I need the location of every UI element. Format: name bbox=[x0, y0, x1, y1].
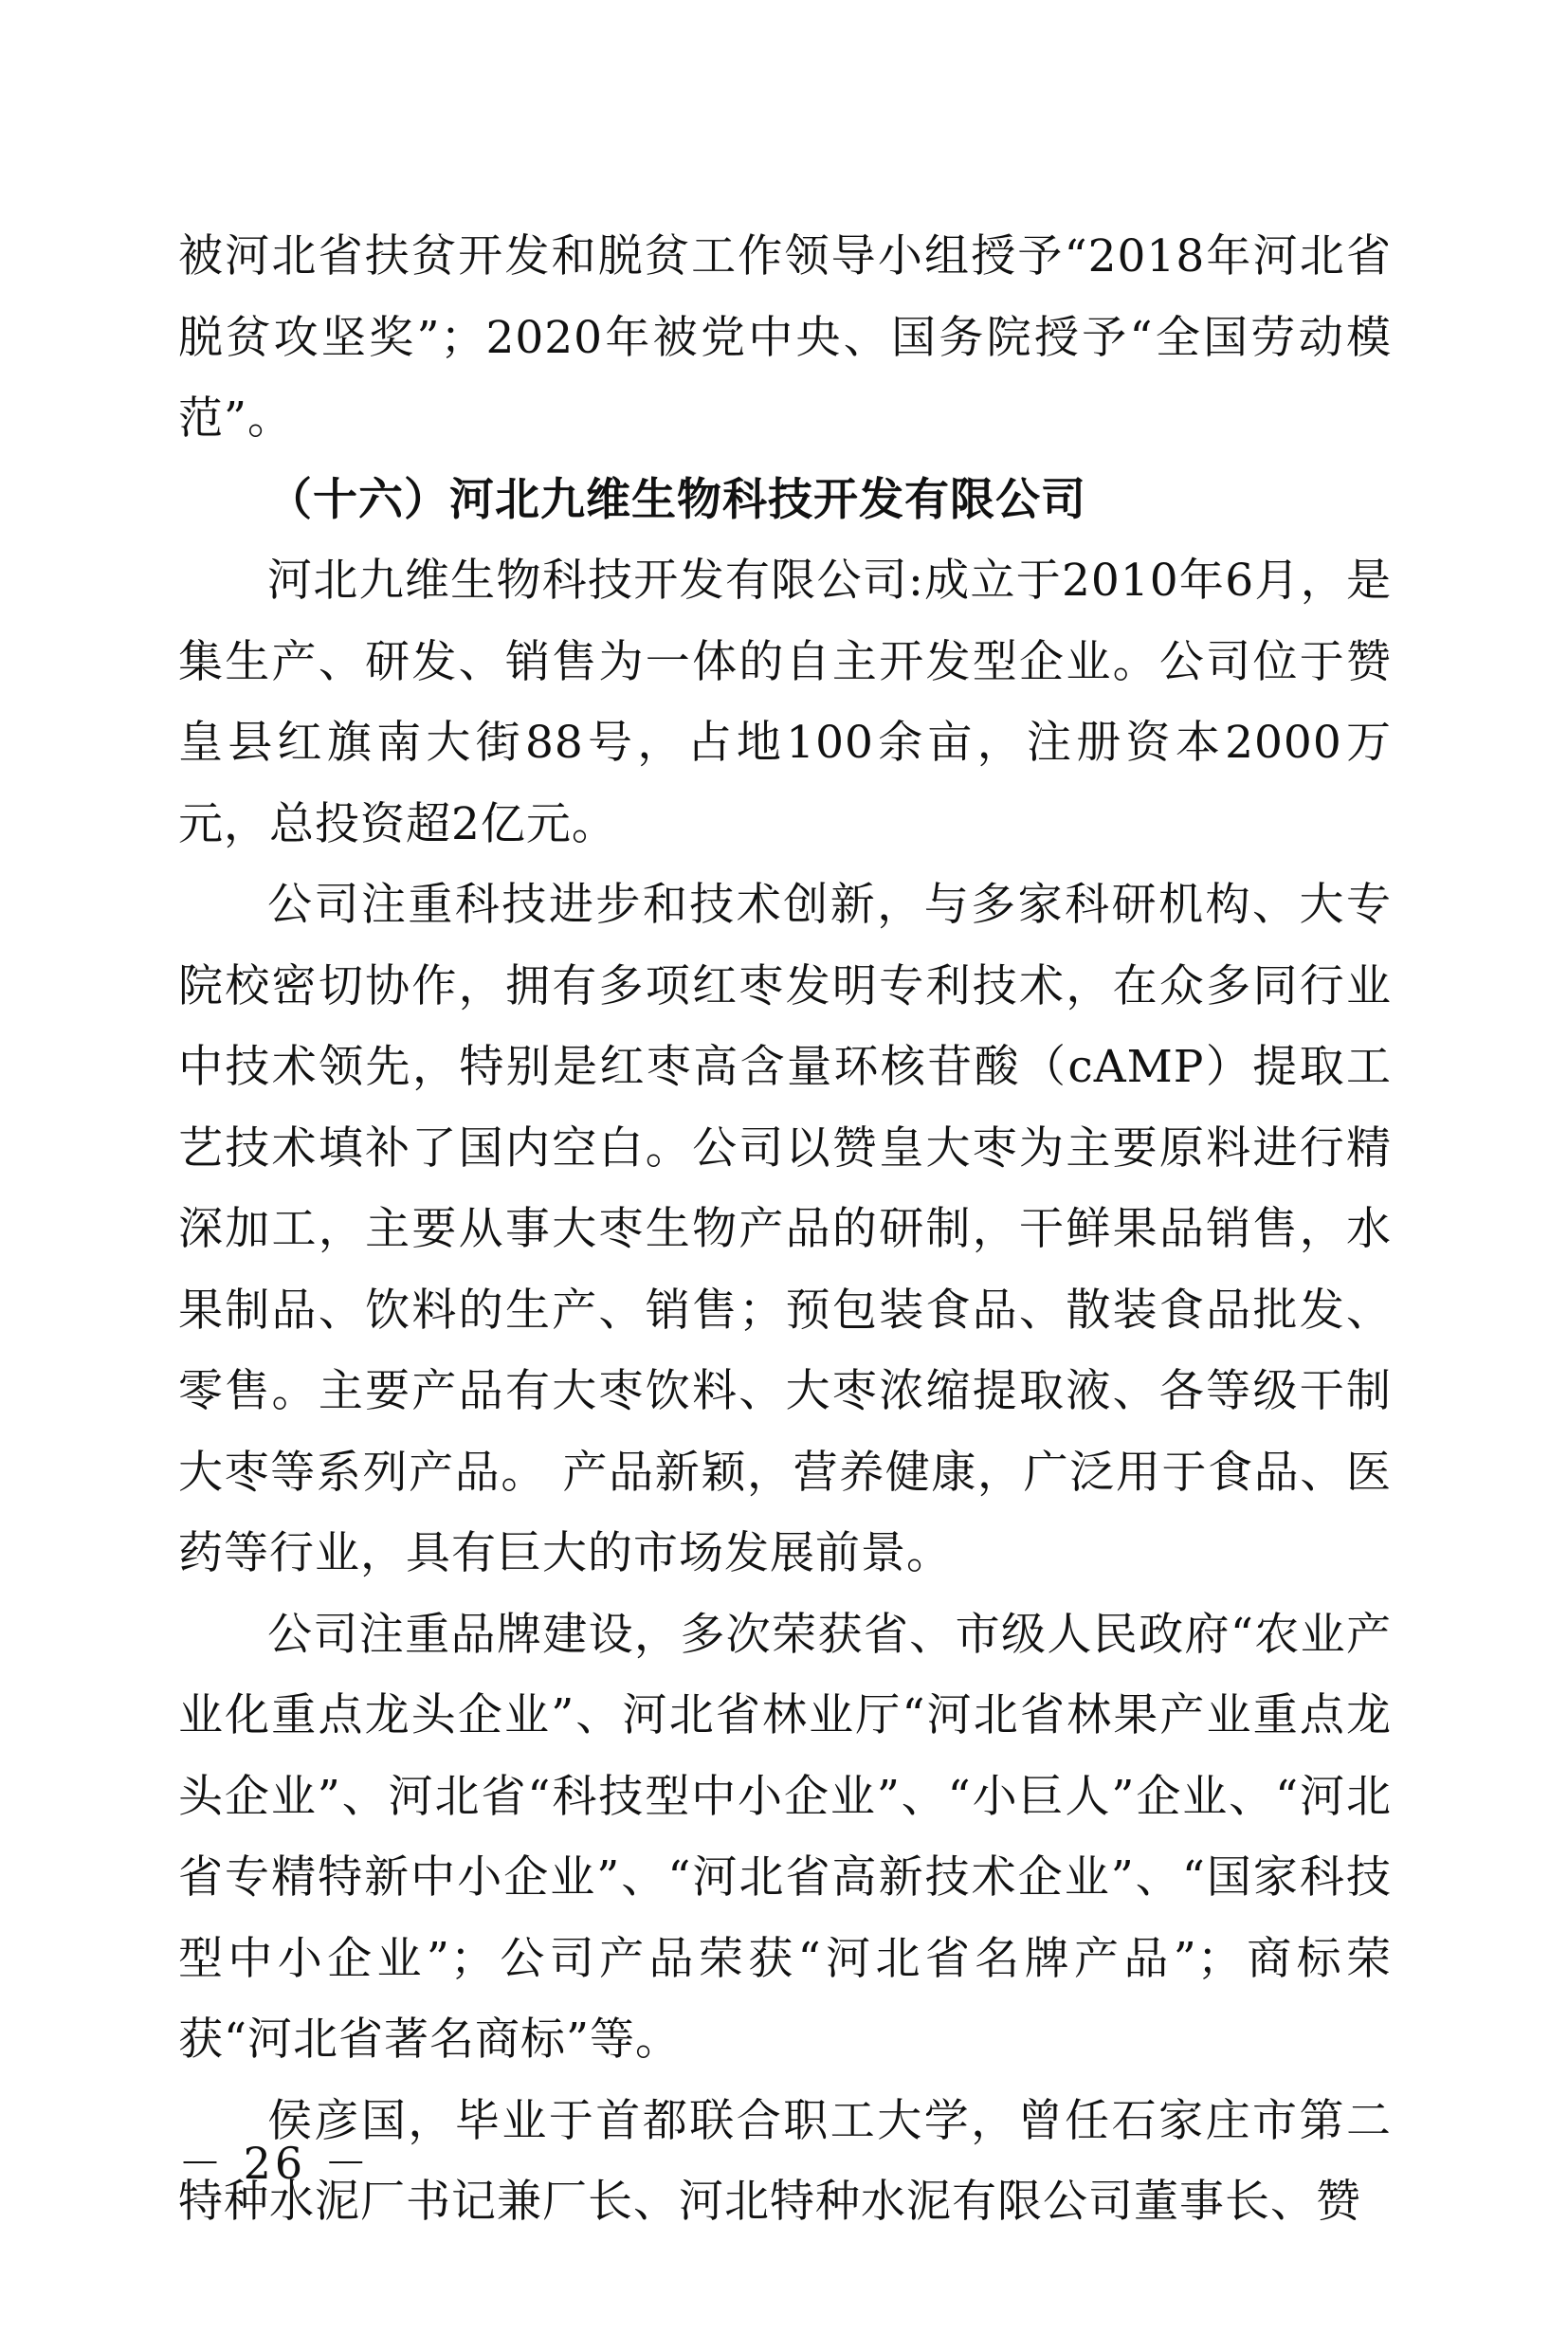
section-heading-16: （十六）河北九维生物科技开发有限公司 bbox=[267, 473, 1086, 526]
paragraph-company-intro: 河北九维生物科技开发有限公司:成立于2010年6月，是集生产、研发、销售为一体的自主开发型企业。公司位于赞皇县红旗南大街88号，占地100余亩，注册资本2000万元，总投资超2亿元。 bbox=[178, 555, 1392, 850]
paragraph-award-continuation: 被河北省扶贫开发和脱贫工作领导小组授予“2018年河北省脱贫攻坚奖”；2020年被党中央、国务院授予“全国劳动模范”。 bbox=[178, 230, 1392, 445]
paragraph-technology: 公司注重科技进步和技术创新，与多家科研机构、大专院校密切协作，拥有多项红枣发明专利技术，在众多同行业中技术领先，特别是红枣高含量环核苷酸（cAMP）提取工艺技术填补了国内空白。公司以赞皇大枣为主要原料进行精深加工，主要从事大枣生物产品的研制，干鲜果品销售，水果制品、饮料的生产、销售；预包装食品、散装食品批发、零售。主要产品有大枣饮料、大枣浓缩提取液、各等级干制大枣等系列产品。 产品新颖，营养健康，广泛用于食品、医药等行业，具有巨大的市场发展前景。 bbox=[178, 879, 1392, 1579]
paragraph-person-bio: 侯彦国，毕业于首都联合职工大学，曾任石家庄市第二特种水泥厂书记兼厂长、河北特种水泥有限公司董事长、赞 bbox=[178, 2094, 1392, 2228]
paragraph-brand: 公司注重品牌建设，多次荣获省、市级人民政府“农业产业化重点龙头企业”、河北省林业厅“河北省林果产业重点龙头企业”、河北省“科技型中小企业”、“小巨人”企业、“河北省专精特新中小企业”、“河北省高新技术企业”、“国家科技型中小企业”；公司产品荣获“河北省名牌产品”；商标荣获“河北省著名商标”等。 bbox=[178, 1608, 1392, 2066]
page-number: － 26 － bbox=[178, 2138, 372, 2189]
body-text bbox=[178, 216, 1392, 2243]
